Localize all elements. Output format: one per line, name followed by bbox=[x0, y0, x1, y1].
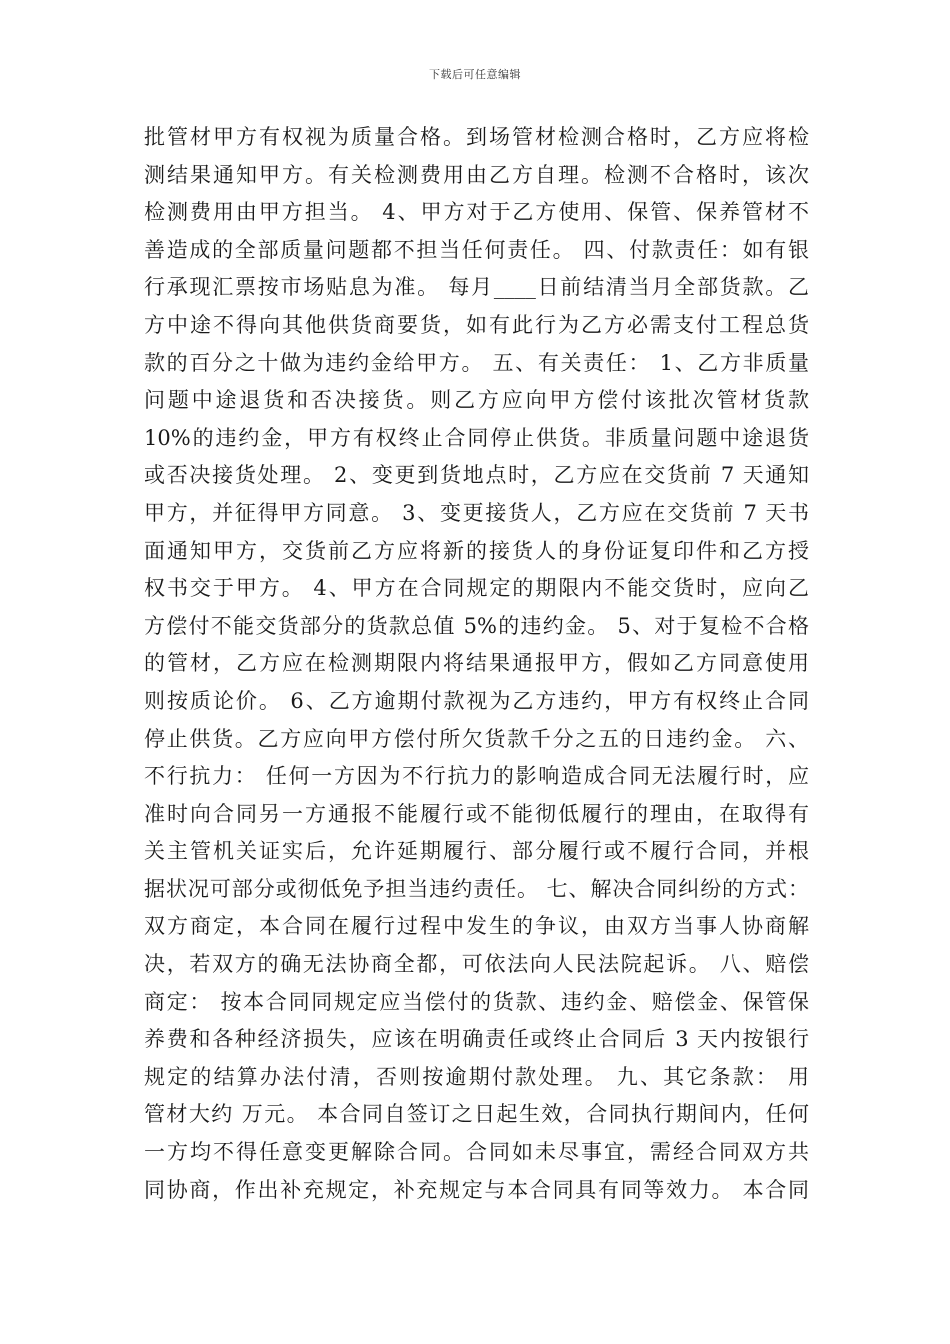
text-line: 养费和各种经济损失，应该在明确责任或终止合同后 3 天内按银行 bbox=[144, 1027, 809, 1052]
text-line: 问题中途退货和否决接货。则乙方应向甲方偿付该批次管材货款 bbox=[144, 388, 809, 413]
text-line: 则按质论价。 6、乙方逾期付款视为乙方违约，甲方有权终止合同 bbox=[144, 688, 809, 713]
text-line: 方中途不得向其他供货商要货，如有此行为乙方必需支付工程总货 bbox=[144, 312, 809, 337]
text-line: 权书交于甲方。 4、甲方在合同规定的期限内不能交货时，应向乙 bbox=[144, 576, 809, 601]
text-line: 款的百分之十做为违约金给甲方。 五、有关责任： 1、乙方非质量 bbox=[144, 350, 809, 375]
text-line: 测结果通知甲方。有关检测费用由乙方自理。检测不合格时，该次 bbox=[144, 162, 809, 187]
text-line: 方偿付不能交货部分的货款总值 5%的违约金。 5、对于复检不合格 bbox=[144, 613, 809, 638]
text-line: 关主管机关证实后，允许延期履行、部分履行或不履行合同，并根 bbox=[144, 839, 809, 864]
text-line: 双方商定，本合同在履行过程中发生的争议，由双方当事人协商解 bbox=[144, 914, 809, 939]
text-line: 据状况可部分或彻低免予担当违约责任。 七、解决合同纠纷的方式： bbox=[144, 876, 809, 901]
text-line: 检测费用由甲方担当。 4、甲方对于乙方使用、保管、保养管材不 bbox=[144, 200, 809, 225]
text-line: 决，若双方的确无法协商全都，可依法向人民法院起诉。 八、赔偿 bbox=[144, 952, 809, 977]
text-line: 停止供货。乙方应向甲方偿付所欠货款千分之五的日违约金。 六、 bbox=[144, 726, 809, 751]
text-line: 同协商，作出补充规定，补充规定与本合同具有同等效力。 本合同 bbox=[144, 1177, 809, 1202]
text-line: 善造成的全部质量问题都不担当任何责任。 四、付款责任：如有银 bbox=[144, 237, 809, 262]
document-body bbox=[144, 119, 809, 1209]
text-line: 准时向合同另一方通报不能履行或不能彻低履行的理由，在取得有 bbox=[144, 801, 809, 826]
text-line: 规定的结算办法付清，否则按逾期付款处理。 九、其它条款： 用 bbox=[144, 1064, 809, 1089]
text-line: 或否决接货处理。 2、变更到货地点时，乙方应在交货前 7 天通知 bbox=[144, 463, 809, 488]
text-line: 行承现汇票按市场贴息为准。 每月____日前结清当月全部货款。乙 bbox=[144, 275, 809, 300]
text-line: 10%的违约金，甲方有权终止合同停止供货。非质量问题中途退货 bbox=[144, 425, 809, 450]
text-line: 一方均不得任意变更解除合同。合同如未尽事宜，需经合同双方共 bbox=[144, 1140, 809, 1165]
text-line: 商定： 按本合同同规定应当偿付的货款、违约金、赔偿金、保管保 bbox=[144, 989, 809, 1014]
text-line: 不行抗力： 任何一方因为不行抗力的影响造成合同无法履行时，应 bbox=[144, 764, 809, 789]
text-line: 管材大约 万元。 本合同自签订之日起生效，合同执行期间内，任何 bbox=[144, 1102, 809, 1127]
text-line: 批管材甲方有权视为质量合格。到场管材检测合格时，乙方应将检 bbox=[144, 125, 809, 149]
text-line: 甲方，并征得甲方同意。 3、变更接货人，乙方应在交货前 7 天书 bbox=[144, 500, 809, 525]
text-line: 面通知甲方，交货前乙方应将新的接货人的身份证复印件和乙方授 bbox=[144, 538, 809, 563]
text-line: 的管材，乙方应在检测期限内将结果通报甲方，假如乙方同意使用 bbox=[144, 651, 809, 676]
page-header-note: 下载后可任意编辑 bbox=[429, 68, 521, 81]
